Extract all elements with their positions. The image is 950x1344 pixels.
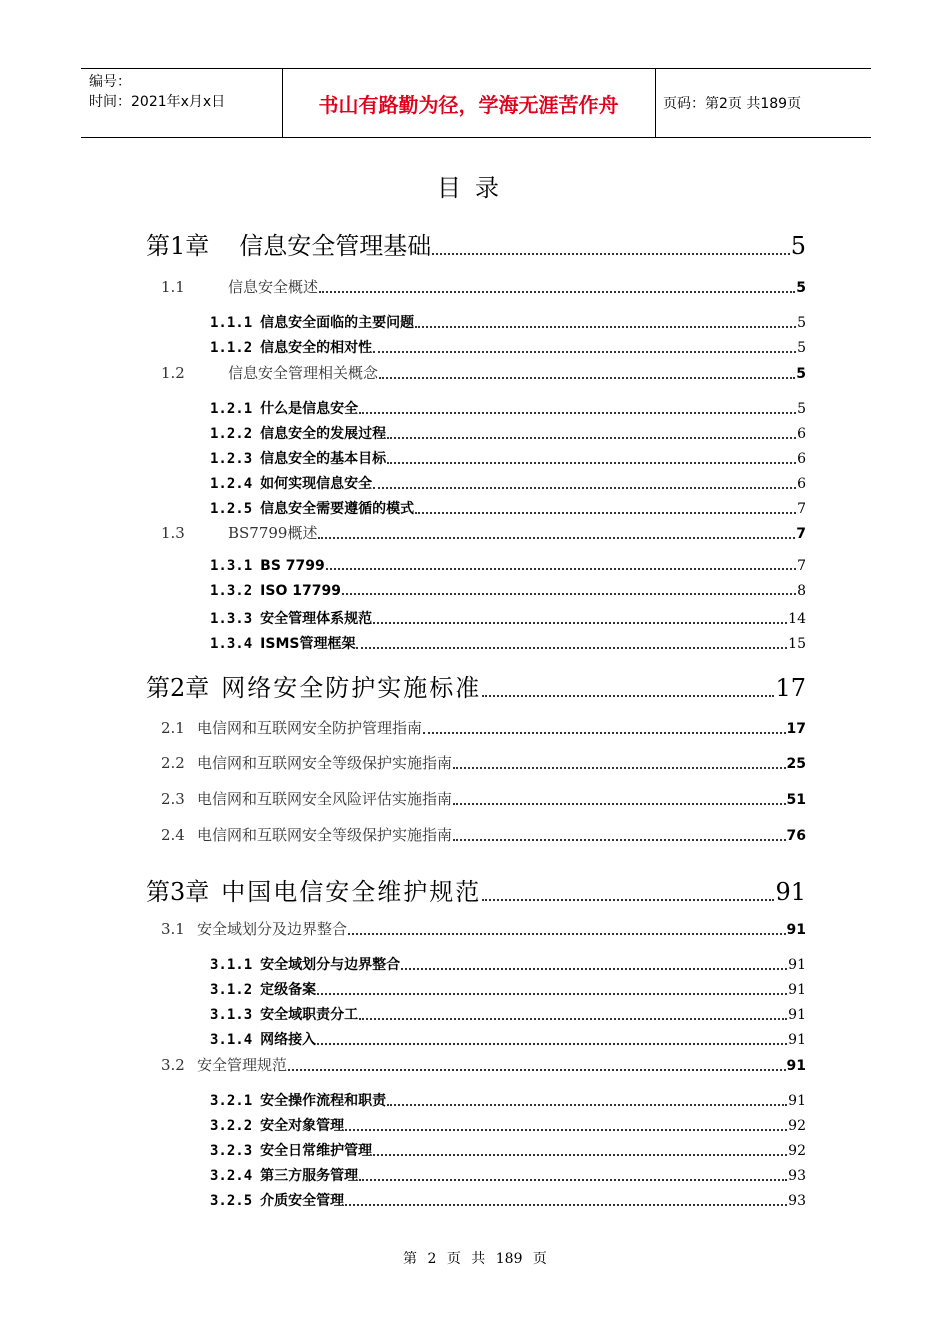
toc-entry-number: 3.2.5 xyxy=(210,1193,253,1209)
toc-entry-label xyxy=(210,1190,344,1210)
toc-section-entry[interactable] xyxy=(161,752,806,773)
toc-leader-dots xyxy=(317,993,787,995)
toc-entry-page: 8 xyxy=(797,583,806,599)
toc-leader-dots xyxy=(453,767,786,769)
toc-subsection-entry[interactable] xyxy=(210,1165,806,1185)
toc-entry-label xyxy=(210,1140,372,1160)
toc-entry-page: 6 xyxy=(797,476,806,492)
toc-subsection-entry[interactable] xyxy=(210,608,806,628)
toc-entry-label xyxy=(161,522,317,543)
toc-entry-title: 电信网和互联网安全防护管理指南 xyxy=(197,719,423,737)
toc-entry-title: ISO 17799 xyxy=(260,583,341,599)
toc-entry-number: 3.2 xyxy=(161,1056,185,1074)
toc-entry-page: 25 xyxy=(786,756,806,772)
toc-leader-dots xyxy=(348,933,786,935)
toc-entry-label xyxy=(210,337,372,357)
toc-entry-number: 3.1 xyxy=(161,920,185,938)
toc-entry-label xyxy=(210,979,316,999)
toc-leader-dots xyxy=(318,537,795,539)
toc-entry-label xyxy=(161,717,422,738)
toc-entry-title: 信息安全需要遵循的模式 xyxy=(260,501,415,517)
toc-entry-title: 网络接入 xyxy=(260,1032,317,1048)
toc-section-entry[interactable] xyxy=(161,918,806,939)
toc-subsection-entry[interactable] xyxy=(210,398,806,418)
toc-leader-dots xyxy=(317,1043,787,1045)
toc-entry-label xyxy=(210,398,358,418)
toc-entry-page: 5 xyxy=(796,280,806,296)
toc-entry-number: 1.3.4 xyxy=(210,636,253,652)
toc-entry-page: 6 xyxy=(797,451,806,467)
toc-entry-number: 1.3.2 xyxy=(210,583,253,599)
toc-entry-title: 中国电信安全维护规范 xyxy=(221,878,482,906)
toc-entry-page: 7 xyxy=(796,526,806,542)
toc-section-entry[interactable] xyxy=(161,1054,806,1075)
toc-subsection-entry[interactable] xyxy=(210,979,806,999)
toc-entry-number: 3.2.4 xyxy=(210,1168,253,1184)
toc-entry-page: 5 xyxy=(797,401,806,417)
toc-entry-page: 7 xyxy=(797,558,806,574)
header-page-info: 页码：第2页 共189页 xyxy=(663,96,802,112)
toc-entry-label xyxy=(210,1115,344,1135)
toc-entry-label xyxy=(210,1090,386,1110)
toc-leader-dots xyxy=(319,291,795,293)
toc-entry-label xyxy=(210,633,355,653)
toc-entry-page: 5 xyxy=(797,340,806,356)
toc-leader-dots xyxy=(373,487,796,489)
toc-entry-page: 7 xyxy=(797,501,806,517)
toc-subsection-entry[interactable] xyxy=(210,1190,806,1210)
toc-subsection-entry[interactable] xyxy=(210,558,806,574)
toc-entry-page: 14 xyxy=(788,611,806,627)
toc-entry-page: 5 xyxy=(797,315,806,331)
toc-leader-dots xyxy=(345,1204,787,1206)
toc-section-entry[interactable] xyxy=(161,717,806,738)
toc-entry-label xyxy=(210,312,414,332)
toc-entry-title: 什么是信息安全 xyxy=(260,401,359,417)
toc-entry-page: 91 xyxy=(788,1093,806,1109)
toc-leader-dots xyxy=(387,1104,787,1106)
toc-entry-number: 2.2 xyxy=(161,754,185,772)
toc-leader-dots xyxy=(359,1018,787,1020)
toc-subsection-entry[interactable] xyxy=(210,954,806,974)
toc-entry-title: 安全操作流程和职责 xyxy=(260,1093,387,1109)
toc-entry-label xyxy=(146,226,431,261)
toc-entry-title: 网络安全防护实施标准 xyxy=(221,674,482,702)
toc-entry-title: 介质安全管理 xyxy=(260,1193,345,1209)
toc-entry-number: 1.2.4 xyxy=(210,476,253,492)
toc-entry-label xyxy=(161,788,452,809)
toc-entry-label xyxy=(210,473,372,493)
toc-entry-page: 91 xyxy=(788,957,806,973)
toc-leader-dots xyxy=(482,695,774,697)
toc-leader-dots xyxy=(401,968,787,970)
toc-chapter-entry[interactable] xyxy=(146,668,806,703)
toc-entry-title: 安全日常维护管理 xyxy=(260,1143,373,1159)
toc-entry-label xyxy=(161,1054,287,1075)
toc-entry-number: 3.1.2 xyxy=(210,982,253,998)
toc-leader-dots xyxy=(373,1154,787,1156)
toc-entry-label xyxy=(210,1165,358,1185)
toc-subsection-entry[interactable] xyxy=(210,473,806,493)
toc-entry-title: 安全域职责分工 xyxy=(260,1007,359,1023)
toc-entry-number: 1.1.1 xyxy=(210,315,253,331)
toc-subsection-entry[interactable] xyxy=(210,337,806,357)
toc-entry-label xyxy=(210,1029,316,1049)
toc-entry-label xyxy=(161,362,378,383)
toc-entry-title: 电信网和互联网安全风险评估实施指南 xyxy=(197,790,453,808)
toc-entry-number: 2.1 xyxy=(161,719,185,737)
toc-subsection-entry[interactable] xyxy=(210,448,806,468)
toc-entry-title: 定级备案 xyxy=(260,982,317,998)
page-footer: 第 2 页 共 189 页 xyxy=(403,1251,547,1267)
toc-entry-number: 第1章 xyxy=(146,232,210,260)
toc-leader-dots xyxy=(359,412,796,414)
toc-entry-number: 2.3 xyxy=(161,790,185,808)
toc-subsection-entry[interactable] xyxy=(210,1029,806,1049)
toc-entry-number: 1.2.1 xyxy=(210,401,253,417)
toc-leader-dots xyxy=(432,253,789,255)
toc-entry-page: 17 xyxy=(775,674,806,702)
toc-entry-number: 第3章 xyxy=(146,878,210,906)
toc-entry-number: 1.2.3 xyxy=(210,451,253,467)
toc-entry-page: 91 xyxy=(788,1032,806,1048)
toc-leader-dots xyxy=(387,462,796,464)
toc-section-entry[interactable] xyxy=(161,362,806,383)
toc-entry-number: 2.4 xyxy=(161,826,185,844)
toc-entry-number: 1.1.2 xyxy=(210,340,253,356)
toc-entry-title: 安全域划分及边界整合 xyxy=(197,920,348,938)
toc-entry-title: 信息安全的基本目标 xyxy=(260,451,387,467)
toc-entry-title: 安全管理规范 xyxy=(197,1056,288,1074)
toc-entry-title: 信息安全概述 xyxy=(228,278,319,296)
toc-subsection-entry[interactable] xyxy=(210,1090,806,1110)
toc-leader-dots xyxy=(387,437,796,439)
toc-entry-label xyxy=(210,608,372,628)
toc-entry-label xyxy=(210,954,400,974)
toc-leader-dots xyxy=(373,351,796,353)
toc-leader-dots xyxy=(453,803,786,805)
toc-subsection-entry[interactable] xyxy=(210,1140,806,1160)
toc-entry-title: 如何实现信息安全 xyxy=(260,476,373,492)
toc-subsection-entry[interactable] xyxy=(210,633,806,653)
toc-entry-label xyxy=(210,498,414,518)
toc-subsection-entry[interactable] xyxy=(210,1115,806,1135)
toc-entry-number: 第2章 xyxy=(146,674,210,702)
toc-entry-page: 91 xyxy=(788,982,806,998)
toc-leader-dots xyxy=(379,377,795,379)
toc-chapter-entry[interactable] xyxy=(146,226,806,261)
number-label: 编号： xyxy=(89,74,131,90)
toc-entry-number: 3.2.2 xyxy=(210,1118,253,1134)
toc-entry-number: 1.3.3 xyxy=(210,611,253,627)
toc-entry-label xyxy=(161,824,452,845)
toc-leader-dots xyxy=(356,647,787,649)
toc-entry-number: 3.1.3 xyxy=(210,1007,253,1023)
toc-leader-dots xyxy=(326,568,796,570)
toc-entry-page: 15 xyxy=(788,636,806,652)
toc-entry-label xyxy=(210,448,386,468)
toc-leader-dots xyxy=(415,326,796,328)
toc-entry-page: 91 xyxy=(786,1058,806,1074)
toc-subsection-entry[interactable] xyxy=(210,423,806,443)
toc-entry-title: 信息安全管理基础 xyxy=(239,232,432,260)
toc-entry-page: 91 xyxy=(786,922,806,938)
toc-entry-title: 电信网和互联网安全等级保护实施指南 xyxy=(197,754,453,772)
toc-entry-title: 信息安全的相对性 xyxy=(260,340,373,356)
toc-entry-title: BS 7799 xyxy=(260,558,325,574)
toc-entry-page: 93 xyxy=(788,1193,806,1209)
toc-leader-dots xyxy=(288,1069,786,1071)
toc-entry-page: 92 xyxy=(788,1118,806,1134)
toc-entry-number: 1.3.1 xyxy=(210,558,253,574)
toc-leader-dots xyxy=(482,899,774,901)
toc-subsection-entry[interactable] xyxy=(210,583,806,599)
toc-leader-dots xyxy=(453,839,786,841)
toc-section-entry[interactable] xyxy=(161,522,806,543)
toc-entry-title: 安全域划分与边界整合 xyxy=(260,957,401,973)
toc-entry-title: ISMS管理框架 xyxy=(260,636,356,652)
toc-entry-page: 76 xyxy=(786,828,806,844)
toc-entry-label xyxy=(210,423,386,443)
date-label: 时间：2021年x月x日 xyxy=(89,94,226,110)
toc-leader-dots xyxy=(373,622,787,624)
toc-section-entry[interactable] xyxy=(161,824,806,845)
toc-entry-number: 1.3 xyxy=(161,524,185,542)
toc-entry-page: 92 xyxy=(788,1143,806,1159)
toc-entry-title: 电信网和互联网安全等级保护实施指南 xyxy=(197,826,453,844)
toc-chapter-entry[interactable] xyxy=(146,872,806,907)
toc-section-entry[interactable] xyxy=(161,788,806,809)
toc-entry-title: 安全对象管理 xyxy=(260,1118,345,1134)
toc-entry-label xyxy=(210,583,341,599)
toc-entry-page: 51 xyxy=(786,792,806,808)
toc-entry-title: 信息安全面临的主要问题 xyxy=(260,315,415,331)
toc-entry-number: 3.2.1 xyxy=(210,1093,253,1109)
toc-entry-number: 1.2.2 xyxy=(210,426,253,442)
toc-leader-dots xyxy=(359,1179,787,1181)
toc-section-entry[interactable] xyxy=(161,276,806,297)
toc-entry-number: 1.2 xyxy=(161,364,185,382)
toc-entry-label xyxy=(146,872,481,907)
toc-leader-dots xyxy=(342,593,796,595)
toc-entry-page: 5 xyxy=(796,366,806,382)
toc-leader-dots xyxy=(423,732,786,734)
toc-entry-number: 1.2.5 xyxy=(210,501,253,517)
toc-entry-page: 6 xyxy=(797,426,806,442)
toc-entry-number: 3.1.4 xyxy=(210,1032,253,1048)
toc-subsection-entry[interactable] xyxy=(210,498,806,518)
toc-entry-page: 17 xyxy=(786,721,806,737)
toc-entry-label xyxy=(210,558,325,574)
toc-leader-dots xyxy=(415,512,796,514)
toc-entry-page: 5 xyxy=(790,232,806,260)
toc-entry-label xyxy=(146,668,481,703)
toc-entry-title: BS7799概述 xyxy=(228,524,318,542)
toc-leader-dots xyxy=(345,1129,787,1131)
toc-entry-label xyxy=(161,752,452,773)
toc-entry-title: 安全管理体系规范 xyxy=(260,611,373,627)
toc-entry-label xyxy=(210,1004,358,1024)
toc-entry-number: 1.1 xyxy=(161,278,185,296)
toc-title: 目录 xyxy=(437,174,513,202)
toc-entry-page: 91 xyxy=(788,1007,806,1023)
toc-entry-number: 3.1.1 xyxy=(210,957,253,973)
toc-entry-page: 93 xyxy=(788,1168,806,1184)
toc-subsection-entry[interactable] xyxy=(210,312,806,332)
toc-entry-label xyxy=(161,918,347,939)
toc-subsection-entry[interactable] xyxy=(210,1004,806,1024)
toc-entry-number: 3.2.3 xyxy=(210,1143,253,1159)
toc-entry-page: 91 xyxy=(775,878,806,906)
header-motto: 书山有路勤为径，学海无涯苦作舟 xyxy=(318,92,619,117)
toc-entry-title: 第三方服务管理 xyxy=(260,1168,359,1184)
toc-entry-label xyxy=(161,276,318,297)
toc-entry-title: 信息安全管理相关概念 xyxy=(228,364,379,382)
toc-entry-title: 信息安全的发展过程 xyxy=(260,426,387,442)
